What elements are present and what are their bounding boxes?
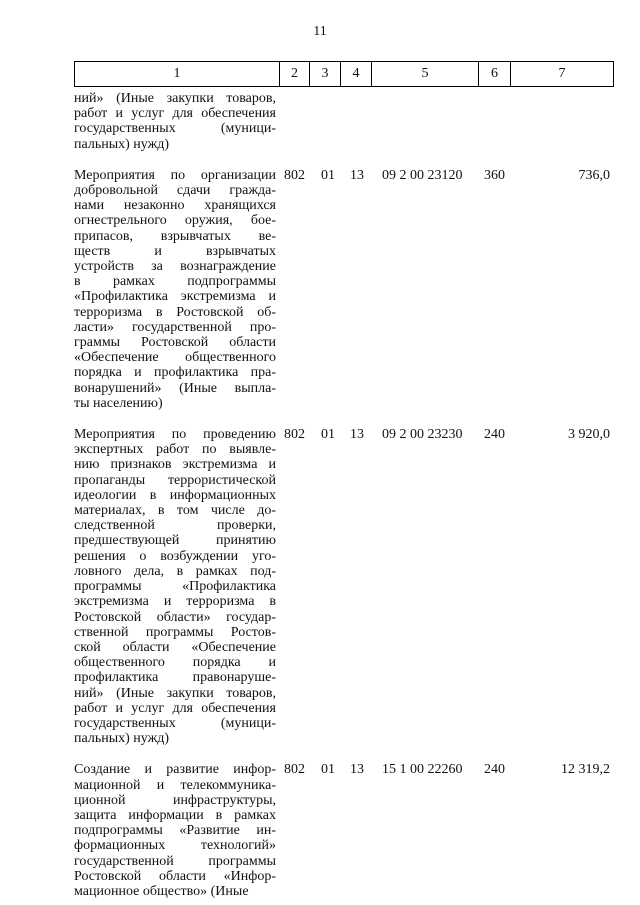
header-col-7: 7 xyxy=(511,62,614,87)
description-line: предшествующей принятию xyxy=(74,533,276,549)
description-line: пропаганды террористической xyxy=(74,472,276,488)
row-cell-c2: 802 xyxy=(284,427,305,443)
description-line: ществ и взрывчатых xyxy=(74,243,276,259)
description-line: в рамках подпрограммы xyxy=(74,274,276,290)
row-description xyxy=(74,168,276,411)
description-line: ской области «Обеспечение xyxy=(74,639,276,655)
table-body xyxy=(74,91,613,899)
description-line: государственной программы xyxy=(74,853,276,869)
row-cell-c3: 01 xyxy=(321,762,335,778)
description-line: работ и услуг для обеспечения xyxy=(74,700,276,716)
page-number: 11 xyxy=(313,24,327,39)
description-line: мационной и телекоммуника- xyxy=(74,777,276,793)
description-line: Ростовской области» государ- xyxy=(74,609,276,625)
description-line: нами незаконно хранящихся xyxy=(74,198,276,214)
description-line: ний» (Иные закупки товаров, xyxy=(74,685,276,701)
description-line: ционной инфраструктуры, xyxy=(74,792,276,808)
description-line: общественного порядка и xyxy=(74,655,276,671)
description-line: пальных) нужд) xyxy=(74,731,170,747)
description-line: граммы Ростовской области xyxy=(74,335,276,351)
description-line: огнестрельного оружия, бое- xyxy=(74,213,276,229)
description-line: ты населению) xyxy=(74,395,163,411)
row-cell-c4: 13 xyxy=(350,762,364,778)
header-col-2: 2 xyxy=(280,62,310,87)
header-col-1: 1 xyxy=(75,62,280,87)
row-cell-c5: 09 2 00 23230 xyxy=(382,427,463,443)
row-description xyxy=(74,762,276,899)
description-line: «Обеспечение общественного xyxy=(74,350,276,366)
description-line: формационных технологий» xyxy=(74,838,276,854)
description-line: идеологии в информационных xyxy=(74,487,276,503)
description-line: решения о возбуждении уго- xyxy=(74,548,276,564)
description-line: Создание и развитие инфор- xyxy=(74,762,276,778)
description-line: устройств за вознаграждение xyxy=(74,259,276,275)
row-cell-c6: 360 xyxy=(484,167,505,183)
row-cell-c7: 3 920,0 xyxy=(568,427,610,443)
header-col-4: 4 xyxy=(341,62,372,87)
description-line: «Профилактика экстремизма и xyxy=(74,289,276,305)
description-line: работ и услуг для обеспечения xyxy=(74,106,276,122)
description-line: Мероприятия по проведению xyxy=(74,427,276,443)
description-line: государственных (муници- xyxy=(74,715,276,731)
description-line: пальных) нужд) xyxy=(74,136,170,152)
description-line: профилактика правонаруше- xyxy=(74,670,276,686)
table-row xyxy=(74,427,613,746)
row-cell-c6: 240 xyxy=(484,762,505,778)
description-line: вонарушений» (Иные выпла- xyxy=(74,380,276,396)
row-cell-c7: 736,0 xyxy=(578,167,610,183)
row-cell-c2: 802 xyxy=(284,167,305,183)
row-cell-c5: 15 1 00 22260 xyxy=(382,762,463,778)
row-description xyxy=(74,427,276,746)
row-cell-c7: 12 319,2 xyxy=(561,762,610,778)
description-line: мационное общество» (Иные xyxy=(74,883,249,899)
description-line: ственной программы Ростов- xyxy=(74,624,276,640)
description-line: порядка и профилактика пра- xyxy=(74,365,276,381)
row-cell-c4: 13 xyxy=(350,167,364,183)
description-line: ловного дела, в рамках под- xyxy=(74,563,276,579)
table-header xyxy=(74,61,614,87)
table-row xyxy=(74,168,613,411)
description-line: добровольной сдачи гражда- xyxy=(74,183,276,199)
table-row xyxy=(74,91,613,152)
description-line: Мероприятия по организации xyxy=(74,167,276,183)
description-line: защита информации в рамках xyxy=(74,807,276,823)
description-line: нию признаков экстремизма и xyxy=(74,457,276,473)
description-line: припасов, взрывчатых ве- xyxy=(74,228,276,244)
row-description xyxy=(74,91,276,152)
description-line: ний» (Иные закупки товаров, xyxy=(74,91,276,106)
description-line: экспертных работ по выявле- xyxy=(74,442,276,458)
description-line: подпрограммы «Развитие ин- xyxy=(74,823,276,839)
description-line: Ростовской области «Инфор- xyxy=(74,868,276,884)
description-line: следственной проверки, xyxy=(74,518,276,534)
description-line: материалах, в том числе до- xyxy=(74,503,276,519)
row-cell-c6: 240 xyxy=(484,427,505,443)
description-line: программы «Профилактика xyxy=(74,579,276,595)
row-cell-c2: 802 xyxy=(284,762,305,778)
description-line: экстремизма и терроризма в xyxy=(74,594,276,610)
row-cell-c4: 13 xyxy=(350,427,364,443)
description-line: ласти» государственной про- xyxy=(74,319,276,335)
description-line: терроризма в Ростовской об- xyxy=(74,304,276,320)
row-cell-c3: 01 xyxy=(321,167,335,183)
row-cell-c5: 09 2 00 23120 xyxy=(382,167,463,183)
table-row xyxy=(74,762,613,899)
description-line: государственных (муници- xyxy=(74,121,276,137)
row-cell-c3: 01 xyxy=(321,427,335,443)
header-col-3: 3 xyxy=(310,62,341,87)
header-col-5: 5 xyxy=(372,62,479,87)
header-col-6: 6 xyxy=(479,62,511,87)
